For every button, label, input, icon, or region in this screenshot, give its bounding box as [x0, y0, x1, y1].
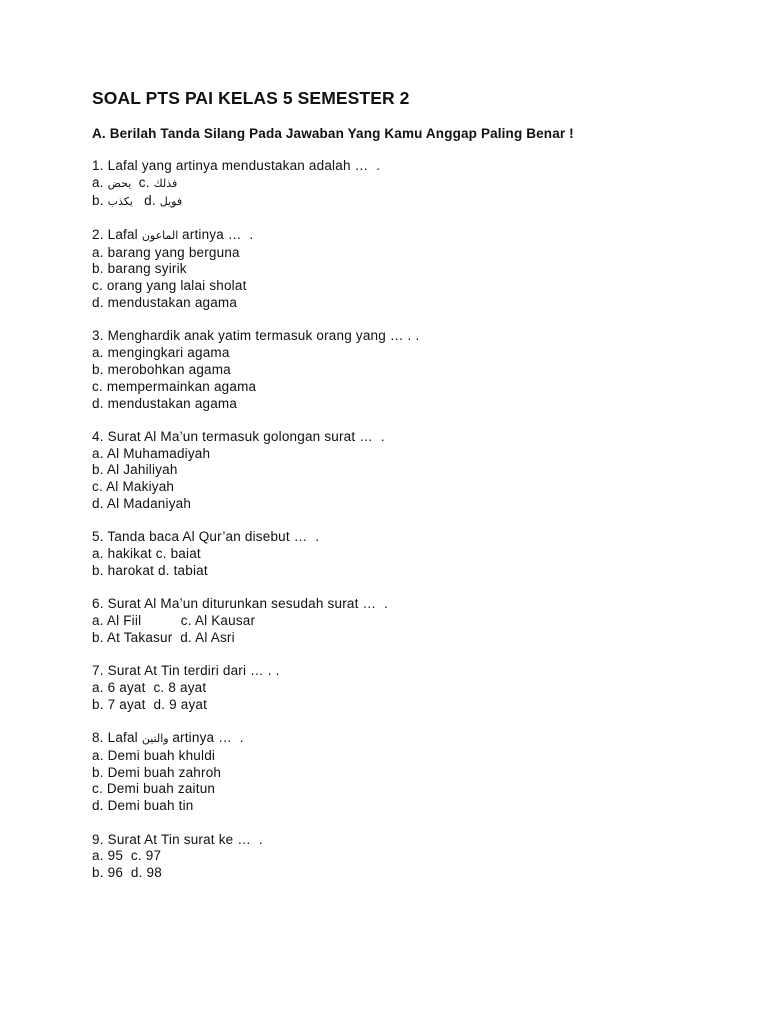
answer-options: [92, 193, 732, 211]
answer-options: [92, 848, 732, 865]
option-text: a. barang yang berguna: [92, 244, 240, 260]
question-text: 9. Surat At Tin surat ke … .: [92, 831, 263, 847]
question-item: [92, 730, 732, 815]
option-text: c. Demi buah zaitun: [92, 781, 216, 797]
option-text: a. Al Muhamadiyah: [92, 445, 211, 461]
question-stem: [92, 158, 732, 175]
option-text: b. 96 d. 98: [92, 865, 162, 881]
arabic-option: يكذب: [107, 194, 133, 208]
question-item: [92, 158, 732, 210]
answer-options: [92, 278, 732, 295]
question-text: 5. Tanda baca Al Qur’an disebut … .: [92, 529, 320, 545]
option-text: b.: [92, 192, 108, 208]
option-text: b. Demi buah zahroh: [92, 764, 222, 780]
question-text: artinya … .: [178, 226, 254, 242]
answer-options: [92, 680, 732, 697]
option-text: a. Al Fiil c. Al Kausar: [92, 613, 256, 629]
answer-options: [92, 261, 732, 278]
answer-options: [92, 479, 732, 496]
option-text: d. mendustakan agama: [92, 395, 238, 411]
arabic-option: يحض: [107, 176, 132, 190]
option-text: a.: [92, 174, 108, 190]
question-stem: [92, 328, 732, 345]
answer-options: [92, 295, 732, 312]
answer-options: [92, 697, 732, 714]
answer-options: [92, 765, 732, 782]
answer-options: [92, 362, 732, 379]
question-stem: [92, 227, 732, 245]
question-item: [92, 429, 732, 513]
answer-options: [92, 446, 732, 463]
answer-options: [92, 396, 732, 413]
question-stem: [92, 832, 732, 849]
option-text: d.: [132, 192, 160, 208]
answer-options: [92, 865, 732, 882]
answer-options: [92, 345, 732, 362]
answer-options: [92, 175, 732, 193]
question-text: 7. Surat At Tin terdiri dari … . .: [92, 663, 280, 679]
option-text: b. merobohkan agama: [92, 361, 231, 377]
option-text: a. 6 ayat c. 8 ayat: [92, 679, 207, 695]
arabic-option: فويل: [159, 194, 183, 208]
answer-options: [92, 563, 732, 580]
option-text: b. 7 ayat d. 9 ayat: [92, 696, 208, 712]
question-text: 8. Lafal: [92, 730, 142, 746]
question-item: [92, 832, 732, 882]
option-text: c. mempermainkan agama: [92, 378, 257, 394]
option-text: a. Demi buah khuldi: [92, 747, 216, 763]
arabic-option: فذلك: [153, 176, 178, 190]
option-text: c. orang yang lalai sholat: [92, 278, 247, 294]
answer-options: [92, 798, 732, 815]
question-item: [92, 328, 732, 412]
option-text: d. Demi buah tin: [92, 798, 194, 814]
answer-options: [92, 781, 732, 798]
option-text: a. hakikat c. baiat: [92, 546, 201, 562]
option-text: b. At Takasur d. Al Asri: [92, 629, 235, 645]
question-stem: [92, 730, 732, 748]
answer-options: [92, 546, 732, 563]
option-text: c.: [131, 174, 154, 190]
answer-options: [92, 613, 732, 630]
question-text: 3. Menghardik anak yatim termasuk orang yang … . .: [92, 328, 420, 344]
answer-options: [92, 462, 732, 479]
question-stem: [92, 529, 732, 546]
option-text: b. barang syirik: [92, 261, 187, 277]
answer-options: [92, 630, 732, 647]
answer-options: [92, 379, 732, 396]
answer-options: [92, 748, 732, 765]
question-stem: [92, 429, 732, 446]
document-page: [92, 86, 732, 898]
question-item: [92, 663, 732, 713]
option-text: a. 95 c. 97: [92, 848, 162, 864]
question-text: artinya … .: [168, 730, 244, 746]
question-text: 1. Lafal yang artinya mendustakan adalah … .: [92, 158, 381, 173]
option-text: d. mendustakan agama: [92, 295, 238, 311]
option-text: b. Al Jahiliyah: [92, 462, 178, 478]
arabic-term: الماعون: [141, 228, 179, 242]
answer-options: [92, 245, 732, 262]
option-text: d. Al Madaniyah: [92, 496, 192, 512]
question-stem: [92, 596, 732, 613]
question-text: 2. Lafal: [92, 226, 142, 242]
question-item: [92, 529, 732, 579]
arabic-term: والتين: [141, 732, 169, 746]
section-instruction: A. Berilah Tanda Silang Pada Jawaban Yang Kamu Anggap Paling Benar !: [92, 126, 574, 141]
document-title: SOAL PTS PAI KELAS 5 SEMESTER 2: [92, 88, 410, 108]
question-text: 6. Surat Al Ma’un diturunkan sesudah surat … .: [92, 596, 389, 612]
option-text: b. harokat d. tabiat: [92, 562, 208, 578]
option-text: c. Al Makiyah: [92, 479, 175, 495]
question-stem: [92, 663, 732, 680]
answer-options: [92, 496, 732, 513]
question-list: [92, 158, 732, 882]
question-item: [92, 596, 732, 646]
option-text: a. mengingkari agama: [92, 345, 230, 361]
question-text: 4. Surat Al Ma’un termasuk golongan surat … .: [92, 428, 385, 444]
question-item: [92, 227, 732, 312]
